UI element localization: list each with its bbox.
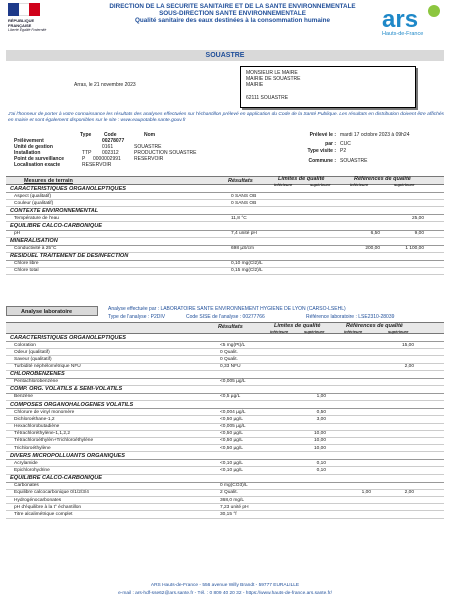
type-visite-label: Type visite : <box>307 148 336 154</box>
cell-label: Trichloroéthylène <box>14 445 51 451</box>
localisation-label: Localisation exacte <box>14 162 61 168</box>
cell-label: Coloration <box>14 342 36 348</box>
document-header-title <box>95 3 370 24</box>
commune-value: SOUASTRE <box>340 158 368 164</box>
table-row <box>6 268 444 275</box>
unite-code: 0161 <box>102 144 114 150</box>
section-title <box>6 371 444 379</box>
cell-value: 698 µS/cm <box>231 246 255 252</box>
table-row <box>6 246 444 253</box>
section-title <box>6 207 444 215</box>
labo-header-bar <box>6 322 444 334</box>
intro-paragraph: J'ai l'honneur de porter à votre connaissance les résultats des analyses effectuées sur l'échantillon prélevé en application du Code de la Santé Publique. Les résultats en distribution doivent être affichés en mairie et sont également disponibles sur le site : www.eaupotable.sante.gouv.fr <box>8 112 444 123</box>
address-line-3: MAIRIE <box>246 82 264 89</box>
col-header-type: Type <box>80 132 92 138</box>
section-title-text: CHLOROBENZENES <box>10 371 65 378</box>
cell-ri: 6,50 <box>370 231 380 237</box>
labo-limites-header: Limites de qualité <box>274 323 321 329</box>
cell-value: 7,23 unité pH <box>220 504 249 510</box>
cell-label: pH d'équilibre à la t° échantillon <box>14 504 82 510</box>
cell-value: 11,8 °C <box>231 215 247 221</box>
commune-label: Commune : <box>308 158 336 164</box>
cell-label: Pentachlorobenzène <box>14 379 59 385</box>
section-title-text: RESIDUEL TRAITEMENT DE DESINFECTION <box>10 253 129 260</box>
header-title-line-1: DIRECTION DE LA SECURITE SANITAIRE ET DE LA SANTE ENVIRONNEMENTALE <box>109 3 356 10</box>
section-title-text: CONTEXTE ENVIRONNEMENTAL <box>10 207 99 214</box>
ars-logo-text: ars <box>382 6 419 33</box>
table-row <box>6 394 444 401</box>
section-title <box>6 185 444 193</box>
cell-value: <0,004 µg/L <box>220 409 246 415</box>
section-title <box>6 386 444 394</box>
section-title-text: COMPOSES ORGANOHALOGENES VOLATILS <box>10 401 134 408</box>
section-title-text: CARACTERISTIQUES ORGANOLEPTIQUES <box>10 185 126 192</box>
flag-icon <box>8 3 40 16</box>
cell-value: <0,50 µg/L <box>220 445 243 451</box>
cell-value: 0,10 mg(Cl2)/L <box>231 261 263 267</box>
cell-value: <0,50 µg/L <box>220 438 243 444</box>
cell-label: pH <box>14 231 21 237</box>
labo-line-2-type: Type de l'analyse : P2DIV <box>108 314 166 320</box>
sample-info <box>14 138 234 168</box>
point-type: P <box>82 156 86 162</box>
section-title-text: CARACTERISTIQUES ORGANOLEPTIQUES <box>10 334 126 341</box>
republique-line-1: RÉPUBLIQUE <box>8 18 35 23</box>
cell-label: Acrylamide <box>14 460 38 466</box>
cell-rs: 1 100,00 <box>405 246 424 252</box>
terrain-resultats-header: Résultats <box>228 178 253 184</box>
header-title-line-2: SOUS-DIRECTION SANTE ENVIRONNEMENTALE <box>159 10 306 17</box>
unite-label: Unité de gestion <box>14 144 53 150</box>
labo-limites-sup: supérieure <box>304 329 325 334</box>
labo-header: Analyse laboratoire <box>6 306 98 316</box>
terrain-ref-sup: supérieure <box>394 182 415 187</box>
installation-nom: PRODUCTION SOUASTRE <box>134 150 197 156</box>
table-row <box>6 445 444 452</box>
table-row <box>6 460 444 467</box>
table-row <box>6 193 444 200</box>
table-row <box>6 497 444 504</box>
cell-value: <0,50 µg/L <box>220 431 243 437</box>
installation-code: 002312 <box>102 150 119 156</box>
terrain-body <box>6 185 444 275</box>
cell-label: Tétrachloroéthylèn+Trichloroéthylène <box>14 438 94 444</box>
cell-label: Saveur (qualitatif) <box>14 356 52 362</box>
cell-label: Chlore libre <box>14 261 39 267</box>
cell-rs: 9,00 <box>414 231 424 237</box>
republique-francaise-logo <box>8 3 68 33</box>
cell-label: Température de l'eau <box>14 215 59 221</box>
table-row <box>6 431 444 438</box>
labo-resultats-header: Résultats <box>218 324 243 330</box>
cell-ls: 10,00 <box>313 431 326 437</box>
labo-line-1: Analyse effectuée par : LABORATOIRE SANTE ENVIRONNEMENT HYGIENE DE LYON (CARSO-LSEHL) <box>108 306 346 312</box>
section-title-text: DIVERS MICROPOLLUANTS ORGANIQUES <box>10 452 125 459</box>
cell-value: <0,10 µg/L <box>220 467 243 473</box>
cell-value: 30,15 °f <box>220 511 237 517</box>
cell-rs: 2,00 <box>404 364 414 370</box>
cell-label: Tétrachloréthylène-1,1,2,2 <box>14 431 70 437</box>
terrain-limites-sup: supérieure <box>310 182 331 187</box>
cell-value: 0 Qualit. <box>220 349 238 355</box>
table-row <box>6 231 444 238</box>
section-title <box>6 401 444 409</box>
address-line-2: MAIRIE DE SOUASTRE <box>246 76 301 83</box>
cell-value: <0,005 µg/L <box>220 379 246 385</box>
cell-label: Odeur (qualitatif) <box>14 349 50 355</box>
labo-references-header: Références de qualité <box>346 323 403 329</box>
sample-meta <box>284 132 444 165</box>
point-label: Point de surveillance <box>14 156 65 162</box>
terrain-references-header: Références de qualité <box>354 176 411 182</box>
commune-title-bar: SOUASTRE <box>6 50 444 61</box>
cell-label: Benzène <box>14 394 33 400</box>
par-label: par : <box>325 141 336 147</box>
cell-value: 368,0 mg/L <box>220 497 245 503</box>
table-row <box>6 379 444 386</box>
cell-label: Dichloroéthane-1,2 <box>14 416 55 422</box>
cell-value: 0 Qualit. <box>220 356 238 362</box>
table-row <box>6 424 444 431</box>
cell-value: <0,5 µg/L <box>220 394 241 400</box>
cell-label: Equilibre calcocarbonique 0/1/2/3/4 <box>14 490 89 496</box>
installation-type: TTP <box>82 150 92 156</box>
table-row <box>6 356 444 363</box>
table-row <box>6 504 444 511</box>
cell-value: <0,005 µg/L <box>220 424 246 429</box>
cell-ls: 0,50 <box>316 409 326 415</box>
cell-value: <0,50 µg/L <box>220 416 243 422</box>
par-value: CUC <box>340 141 351 147</box>
preleve-label: Prélevé le : <box>309 132 336 138</box>
cell-value: 2 Qualit. <box>220 490 238 496</box>
section-title <box>6 334 444 342</box>
table-row <box>6 483 444 490</box>
unite-nom: SOUASTRE <box>134 144 162 150</box>
cell-label: Couleur (qualitatif) <box>14 200 54 206</box>
date-line: Arras, le 21 novembre 2023 <box>74 82 136 88</box>
table-row <box>6 342 444 349</box>
point-code: 0000002991 <box>93 156 121 162</box>
type-visite-value: P2 <box>340 148 347 154</box>
table-row <box>6 467 444 474</box>
section-title-text: COMP. ORG. VOLATILS & SEMI-VOLATILS <box>10 386 123 393</box>
motto-liberte: Liberté <box>8 28 19 32</box>
labo-ref-sup: supérieure <box>388 329 409 334</box>
cell-label: Chlorure de vinyl monomère <box>14 409 75 415</box>
section-title <box>6 452 444 460</box>
cell-rs: 2,00 <box>404 490 414 496</box>
col-header-nom: Nom <box>144 132 156 138</box>
section-title <box>6 238 444 246</box>
cell-label: Hydrogénocarbonates <box>14 497 62 503</box>
preleve-value: mardi 17 octobre 2023 à 09h24 <box>340 132 410 138</box>
footer-contact: e-mail : ars-hdf-sse62@ars.sante.fr - Tél. : 0 809 40 20 32 - https://www.hauts-de-france.ars.sante.fr/ <box>118 591 332 596</box>
address-box <box>240 66 416 108</box>
col-header-code: Code <box>104 132 117 138</box>
cell-label: Titre alcalimétrique complet <box>14 511 73 517</box>
address-line-5: 62111 SOUASTRE <box>246 94 289 101</box>
labo-table <box>6 306 444 519</box>
cell-ls: 0,10 <box>316 467 326 473</box>
localisation-nom: RESERVOIR <box>82 162 112 168</box>
labo-line-2-ref: Référence laboratoire : LSE2310-28039 <box>306 314 395 320</box>
cell-value: <0,10 µg/L <box>220 460 243 466</box>
section-title-text: EQUILIBRE CALCO-CARBONIQUE <box>10 475 102 482</box>
table-row <box>6 215 444 222</box>
terrain-limites-header: Limites de qualité <box>278 176 325 182</box>
cell-ls: 3,00 <box>316 416 326 422</box>
cell-label: Chlore total <box>14 268 39 274</box>
cell-value: 0 SANS OB <box>231 193 257 199</box>
table-row <box>6 349 444 356</box>
table-row <box>6 409 444 416</box>
terrain-limites-inf: inférieure <box>274 182 293 187</box>
table-row <box>6 438 444 445</box>
cell-label: Aspect (qualitatif) <box>14 193 52 199</box>
cell-label: Epichlorohydrine <box>14 467 50 473</box>
cell-value: 0 mg(CO3)/L <box>220 483 248 489</box>
terrain-header: Mesures de terrain <box>24 178 73 184</box>
installation-label: Installation <box>14 150 41 156</box>
cell-ls: 0,10 <box>316 460 326 466</box>
table-row <box>6 490 444 497</box>
prelevement-label: Prélèvement <box>14 138 44 144</box>
cell-ri: 200,00 <box>365 246 380 252</box>
cell-rs: 15,00 <box>401 342 414 348</box>
terrain-header-bar <box>6 176 444 185</box>
cell-value: 0,33 NFU <box>220 364 241 370</box>
section-title-text: MINERALISATION <box>10 238 58 245</box>
cell-value: 0,15 mg(Cl2)/L <box>231 268 263 274</box>
republique-line-2: FRANÇAISE <box>8 22 32 28</box>
table-row <box>6 511 444 518</box>
footer-address: ARS Hauts-de-France - 556 avenue Willy Brandt - 59777 EURALILLE <box>150 583 300 588</box>
cell-ls: 1,00 <box>316 394 326 400</box>
ars-region-text: Hauts-de-France <box>382 31 424 37</box>
motto-fraternite: Fraternité <box>31 28 47 32</box>
header-title-line-3: Qualité sanitaire des eaux destinées à la consommation humaine <box>135 17 330 24</box>
ars-logo-icon <box>378 1 444 37</box>
cell-label: Turbidité néphélométrique NFU <box>14 364 81 370</box>
prelevement-code: 00278077 <box>102 138 125 144</box>
cell-value: 0 SANS OB <box>231 200 257 206</box>
cell-ri: 1,00 <box>361 490 371 496</box>
section-title <box>6 475 444 483</box>
terrain-ref-inf: inférieure <box>350 182 369 187</box>
table-row <box>6 261 444 268</box>
section-title-text: EQUILIBRE CALCO-CARBONIQUE <box>10 223 102 230</box>
labo-limites-inf: inférieure <box>270 329 289 334</box>
cell-ls: 10,00 <box>313 445 326 451</box>
table-row <box>6 200 444 207</box>
labo-body <box>6 334 444 519</box>
cell-rs: 25,00 <box>411 215 424 221</box>
cell-label: Carbonates <box>14 483 39 489</box>
labo-ref-inf: inférieure <box>344 329 363 334</box>
point-nom: RESERVOIR <box>134 156 164 162</box>
ars-logo <box>378 1 444 37</box>
cell-value: 7,4 unité pH <box>231 231 257 237</box>
table-row <box>6 364 444 371</box>
labo-line-2-sise: Code SISE de l'analyse : 00277766 <box>186 314 265 320</box>
cell-label: Hexachlorobutadiène <box>14 424 60 429</box>
cell-value: <5 mg(Pt)/L <box>220 342 246 348</box>
table-row <box>6 416 444 423</box>
terrain-table <box>6 176 444 275</box>
address-line-1: MONSIEUR LE MAIRE <box>246 70 298 76</box>
section-title <box>6 222 444 230</box>
section-title <box>6 253 444 261</box>
cell-label: Conductivité à 25°C <box>14 246 57 252</box>
cell-ls: 10,00 <box>313 438 326 444</box>
motto-egalite: Égalité <box>19 28 31 32</box>
